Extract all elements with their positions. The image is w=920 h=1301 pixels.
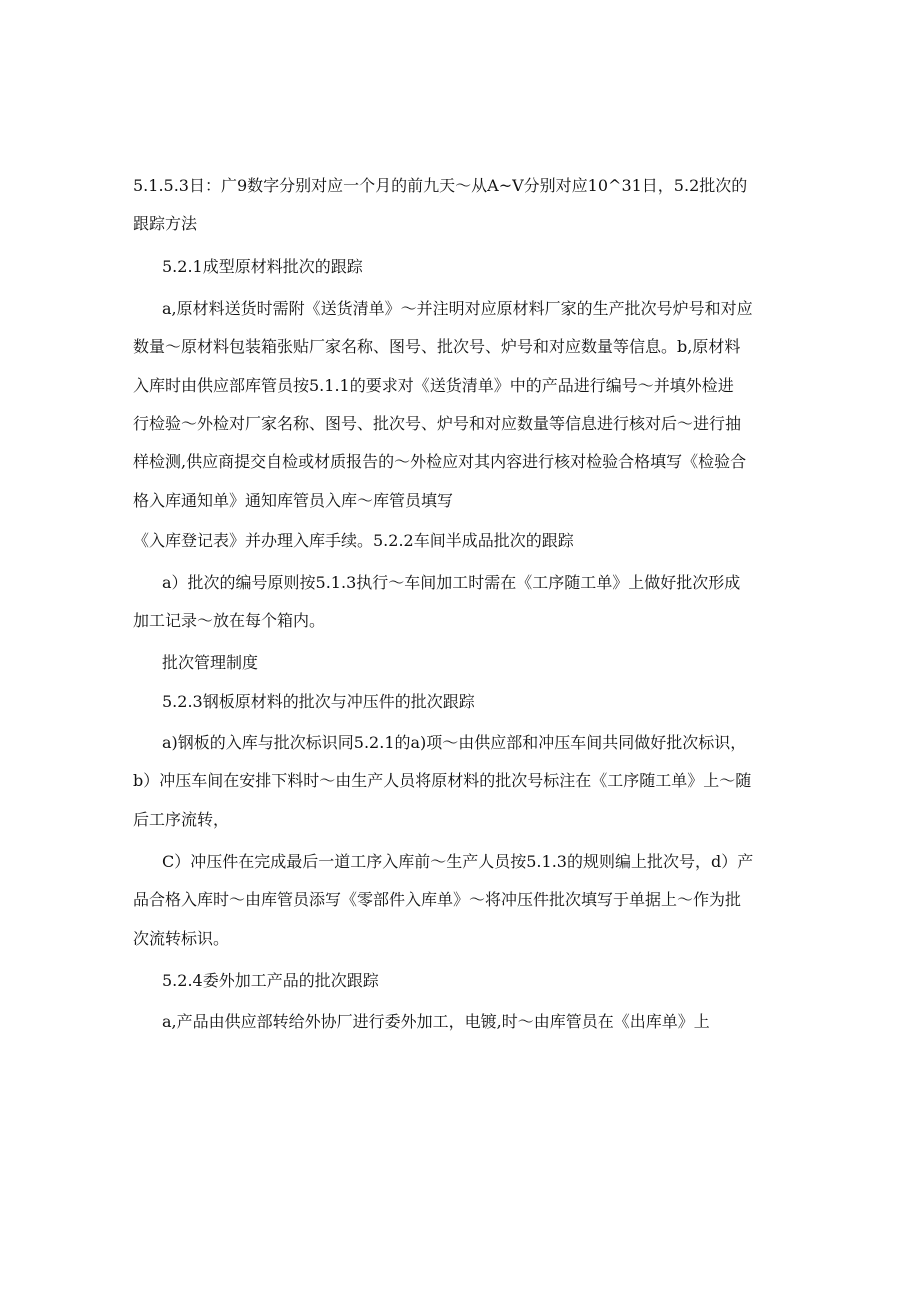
text-line: 跟踪方法 (133, 214, 198, 233)
text-line: a,产品由供应部转给外协厂进行委外加工，电镀,时～由库管员在《出库单》上 (162, 1012, 710, 1031)
text-line: 格入库通知单》通知库管员入库～库管员填写 (133, 491, 454, 510)
section-heading: 5.2.4委外加工产品的批次跟踪 (162, 971, 379, 990)
text-line: 后工序流转， (133, 810, 230, 829)
text-line: 5.1.5.3日：广9数字分别对应一个月的前九天～从A~V分别对应10^31日，5.2批次的 (133, 176, 748, 195)
text-line: 加工记录～放在每个箱内。 (133, 611, 326, 630)
text-line: a)钢板的入库与批次标识同5.2.1的a)项～由供应部和冲压车间共同做好批次标识， (162, 733, 747, 752)
text-line: b）冲压车间在安排下料时～由生产人员将原材料的批次号标注在《工序随工单》上～随 (133, 771, 752, 790)
text-line: 行检验～外检对厂家名称、图号、批次号、炉号和对应数量等信息进行核对后～进行抽 (133, 414, 742, 433)
section-heading: 批次管理制度 (162, 653, 259, 672)
section-heading: 5.2.1成型原材料批次的跟踪 (162, 257, 363, 276)
text-line: a）批次的编号原则按5.1.3执行～车间加工时需在《工序随工单》上做好批次形成 (162, 573, 741, 592)
text-line: C）冲压件在完成最后一道工序入库前～生产人员按5.1.3的规则编上批次号，d）产 (162, 852, 754, 871)
text-line: 次流转标识。 (133, 929, 230, 948)
text-line: 入库时由供应部库管员按5.1.1的要求对《送货清单》中的产品进行编号～并填外检进 (133, 376, 734, 395)
text-line: 《入库登记表》并办理入库手续。5.2.2车间半成品批次的跟踪 (133, 531, 574, 550)
text-line: 数量～原材料包装箱张贴厂家名称、图号、批次号、炉号和对应数量等信息。b,原材料 (133, 337, 741, 356)
text-line: a,原材料送货时需附《送货清单》～并注明对应原材料厂家的生产批次号炉号和对应 (162, 299, 753, 318)
text-line: 品合格入库时～由库管员添写《零部件入库单》～将冲压件批次填写于单据上～作为批 (133, 890, 742, 909)
text-line: 样检测,供应商提交自检或材质报告的～外检应对其内容进行核对检验合格填写《检验合 (133, 452, 747, 471)
section-heading: 5.2.3钢板原材料的批次与冲压件的批次跟踪 (162, 692, 475, 711)
